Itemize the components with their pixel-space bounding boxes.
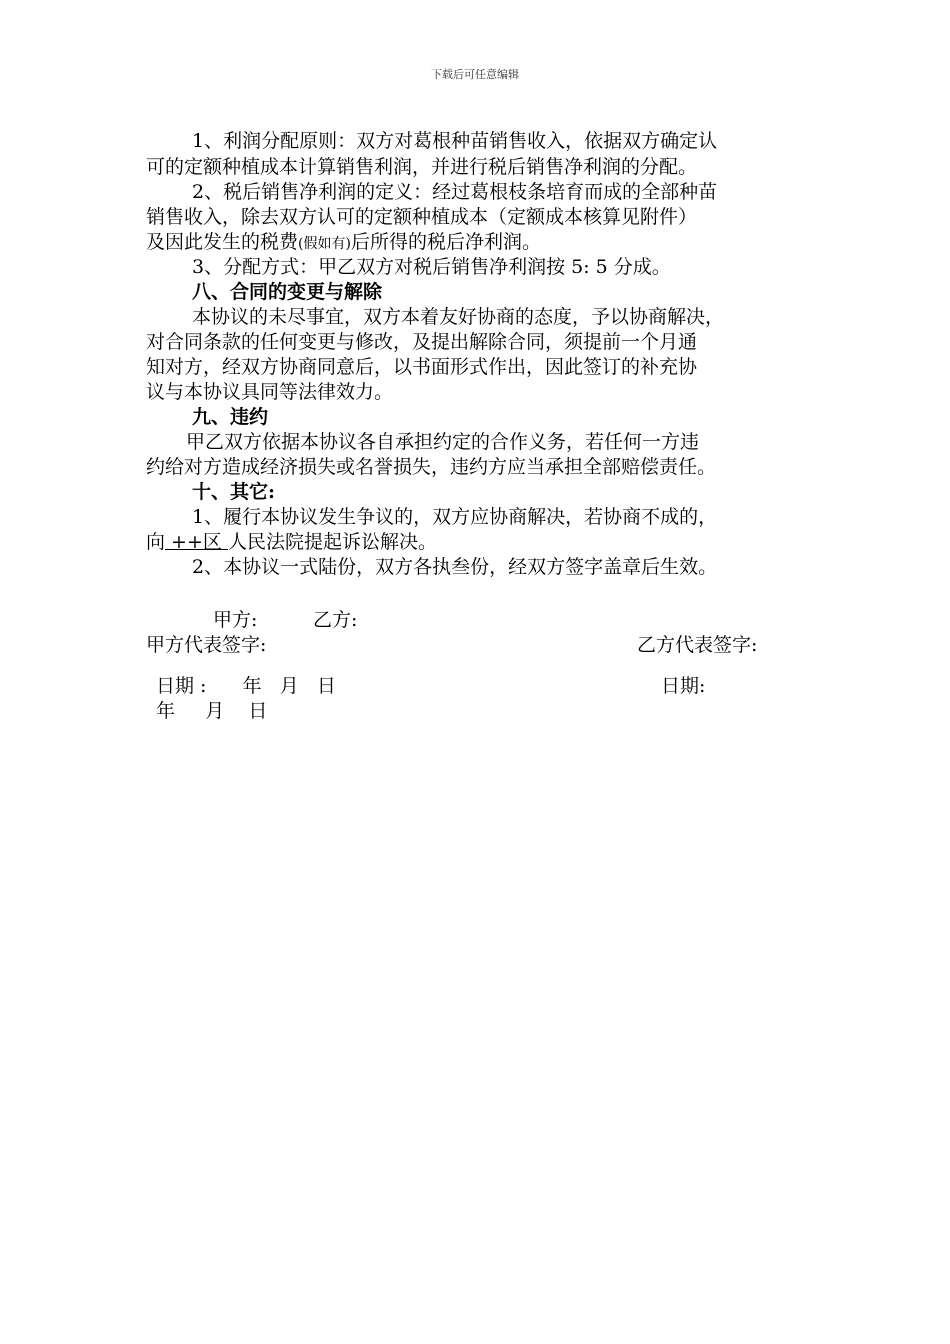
party-a-label: 甲方: [213,609,258,631]
sec10-p1-line1: 1、履行本协议发生争议的，双方应协商解决，若协商不成的， [192,506,718,528]
sec8-line4: 议与本协议具同等法律效力。 [146,381,394,403]
sec7-p3: 3、分配方式：甲乙双方对税后销售净利润按 5: 5 分成。 [192,256,671,278]
court-district: ++区 [165,531,228,553]
party-b-rep-signature: 乙方代表签字: [637,634,758,656]
party-a-rep-signature: 甲方代表签字: [146,634,267,656]
sec7-p2-line3 [146,230,541,256]
sec10-p1-line2-c: 人民法院提起诉讼解决。 [227,531,437,553]
sec7-p1-line1: 1、利润分配原则：双方对葛根种苗销售收入，依据双方确定认 [192,130,718,152]
party-b-label: 乙方: [313,609,358,631]
sec7-p2-line3-c: 后所得的税后净利润。 [350,231,541,253]
sec9-line1: 甲乙双方依据本协议各自承担约定的合作义务，若任何一方违 [186,431,700,453]
sec7-p2-line3-note: (假如有) [298,236,351,252]
party-b-date-label: 日期: [661,675,706,697]
sec8-title: 八、合同的变更与解除 [192,281,383,303]
sec7-p2-line3-a: 及因此发生的税费 [146,231,299,253]
sec7-p2-line2: 销售收入，除去双方认可的定额种植成本（定额成本核算见附件） [146,206,698,228]
sec8-line1: 本协议的未尽事宜，双方本着友好协商的态度，予以协商解决， [192,306,725,328]
sec9-line2: 约给对方造成经济损失或名誉损失，违约方应当承担全部赔偿责任。 [146,456,717,478]
sec9-title: 九、违约 [192,406,269,428]
party-a-date: 日期 : 年 月 日 [156,675,336,697]
sec7-p2-line1: 2、税后销售净利润的定义：经过葛根枝条培育而成的全部种苗 [192,181,718,203]
page-header: 下载后可任意编辑 [431,68,519,81]
sec8-line2: 对合同条款的任何变更与修改，及提出解除合同，须提前一个月通 [146,331,698,353]
sec7-p1-line2: 可的定额种植成本计算销售利润，并进行税后销售净利润的分配。 [146,156,698,178]
sec10-p1-line2 [146,530,437,554]
sec10-title: 十、其它: [192,481,276,503]
sec10-p1-line2-a: 向 [146,531,166,553]
party-b-date-line: 年 月 日 [156,700,268,722]
sec8-line3: 知对方，经双方协商同意后，以书面形式作出，因此签订的补充协 [146,356,698,378]
sec10-p2: 2、本协议一式陆份，双方各执叁份，经双方签字盖章后生效。 [192,556,718,578]
